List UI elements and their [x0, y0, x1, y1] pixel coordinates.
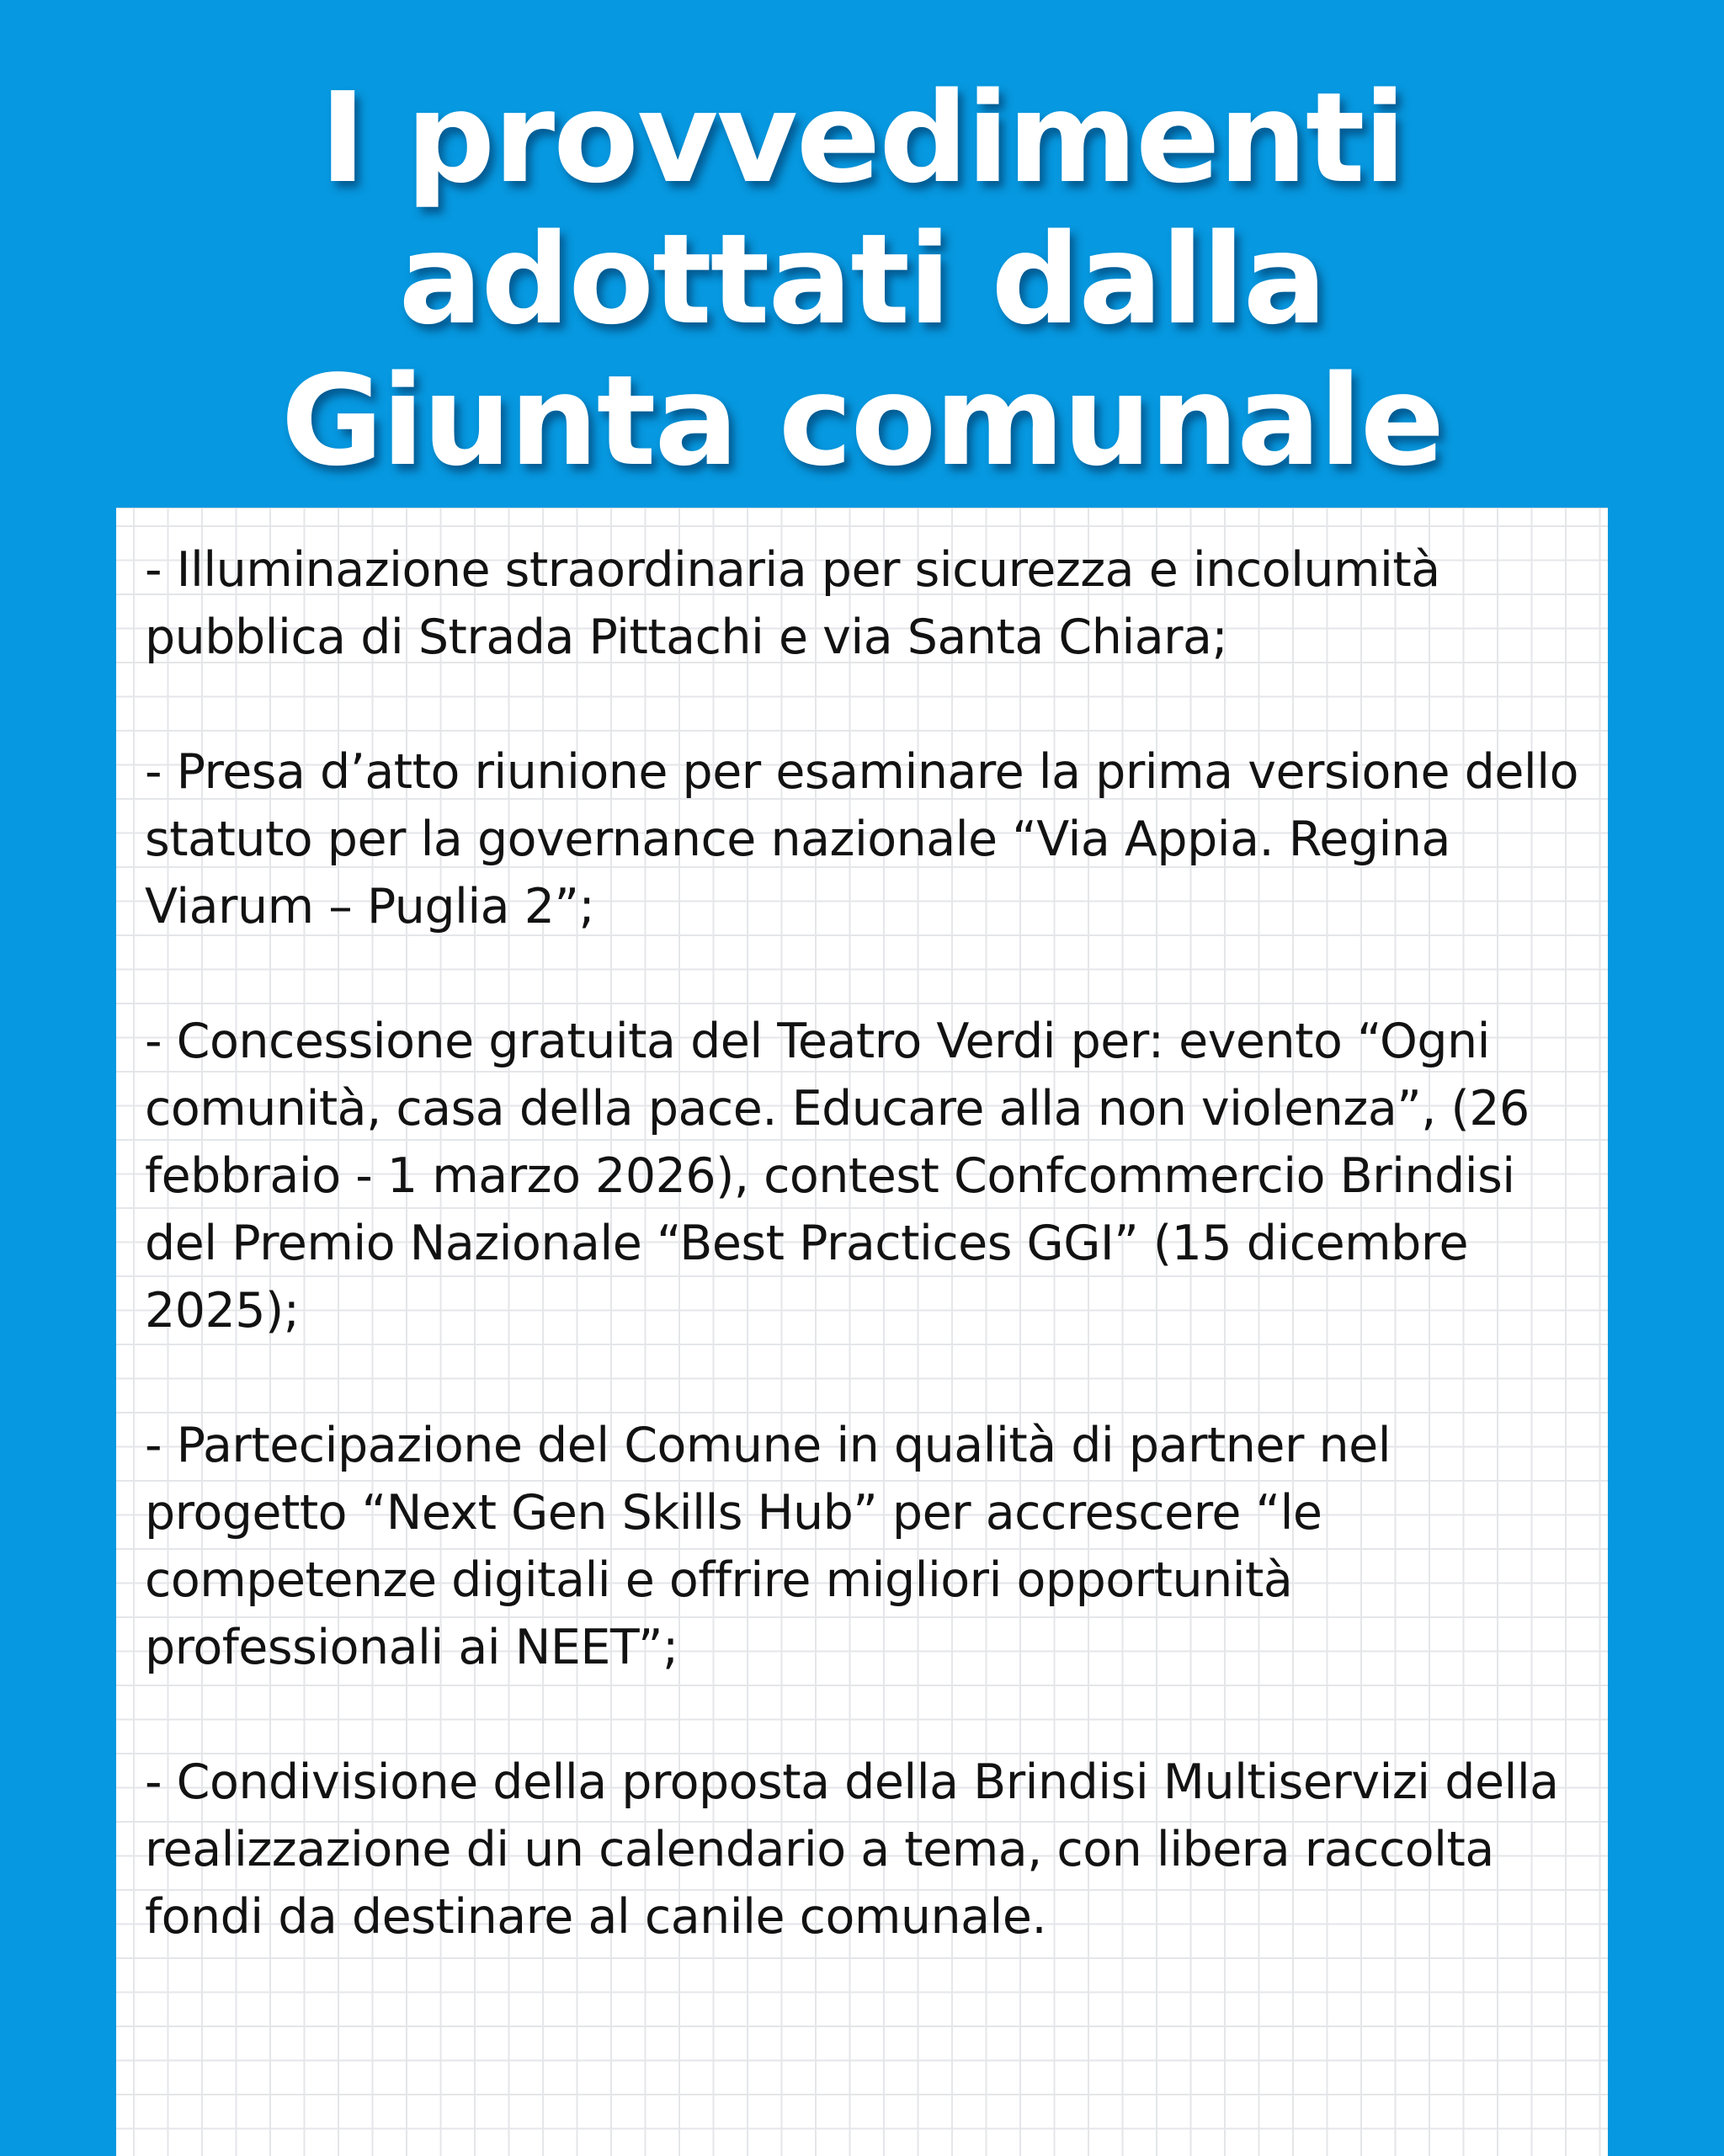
title-line-2: adottati dalla	[398, 207, 1326, 352]
title-line-3: Giunta comunale	[280, 349, 1444, 493]
measure-item-teatro-verdi: - Concessione gratuita del Teatro Verdi per: evento “Ogni comunità, casa della pace. Educare alla non violenza”, (26 febbraio - 1 marzo 2026), contest Confcommercio Brindisi del Premio Nazionale “Best Practices GGI” (15 dicembre 2025);	[145, 1014, 1530, 1339]
measure-item-calendar: - Condivisione della proposta della Brindisi Multiservizi della realizzazione di un calendario a tema, con libera raccolta fondi da destinare al canile comunale.	[145, 1754, 1559, 1945]
measure-item-skills-hub: - Partecipazione del Comune in qualità di partner nel progetto “Next Gen Skills Hub” per accrescere “le competenze digitali e offrire migliori opportunità professionali ai NEET”;	[145, 1418, 1391, 1675]
measure-item-lighting: - Illuminazione straordinaria per sicurezza e incolumità pubblica di Strada Pittachi e via Santa Chiara;	[145, 542, 1440, 665]
measures-list	[145, 536, 1601, 2018]
title-line-1: I provvedimenti	[319, 66, 1405, 210]
measure-item-via-appia: - Presa d’atto riunione per esaminare la prima versione dello statuto per la governance nazionale “Via Appia. Regina Viarum – Puglia 2”;	[145, 744, 1578, 934]
grid-paper-panel	[116, 508, 1608, 2156]
page-title	[0, 67, 1724, 492]
